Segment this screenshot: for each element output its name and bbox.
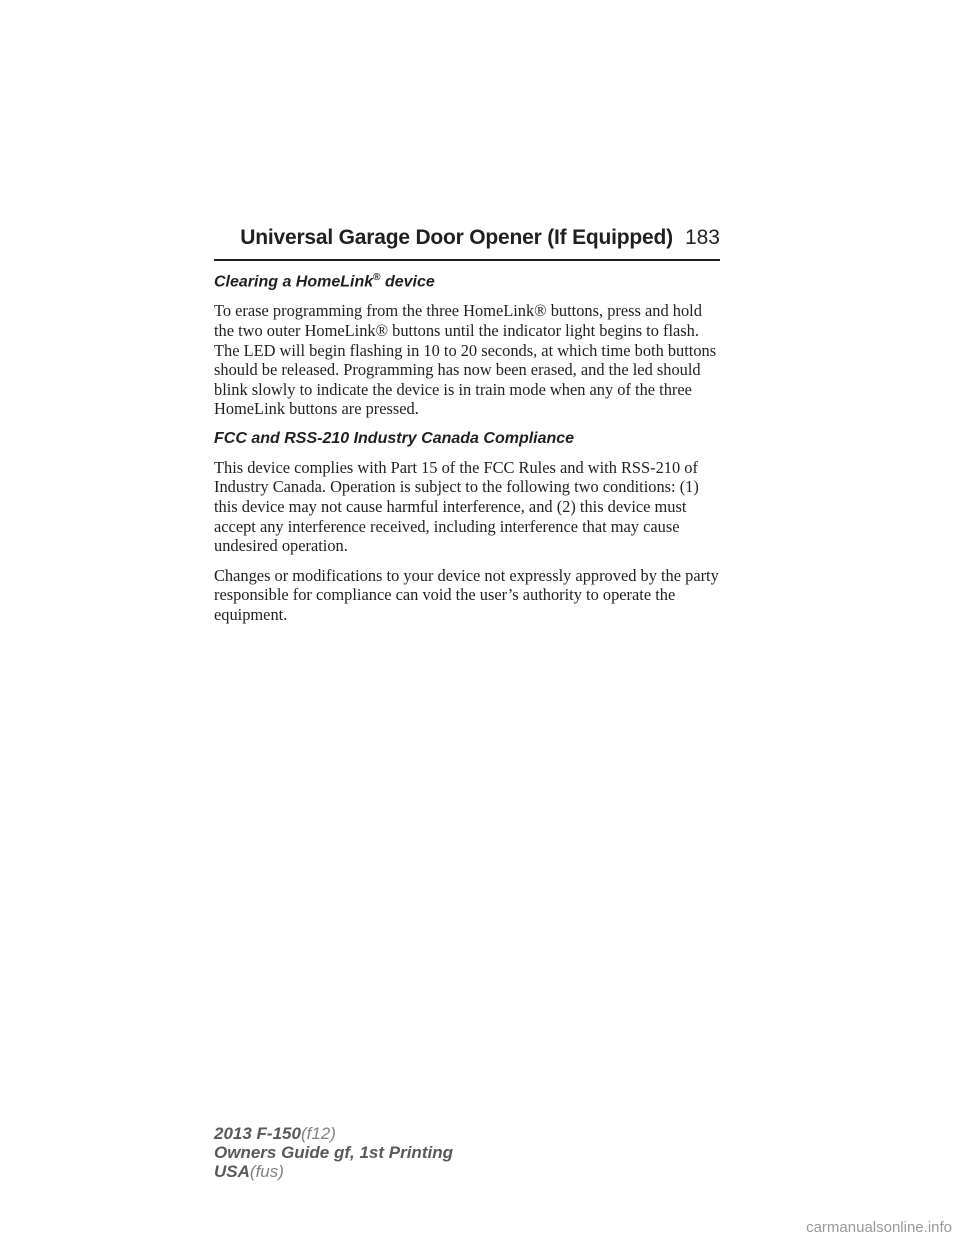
print-footer [214, 1124, 453, 1181]
header-rule [214, 259, 720, 261]
footer-model-line: 2013 F-150(f12) [214, 1124, 336, 1143]
footer-market-line: USA(fus) [214, 1162, 284, 1181]
paragraph-modifications-warning: Changes or modifications to your device not expressly approved by the party responsible for compliance can void the user’s authority to operate the equipment. [214, 565, 719, 625]
section-heading-clearing-homelink: Clearing a HomeLink® device [214, 272, 435, 291]
page-header [214, 226, 720, 250]
paragraph-fcc-conditions: This device complies with Part 15 of the FCC Rules and with RSS-210 of Industry Canada. Operation is subject to the following two conditions: (1) this device may not cause harmful interference, and (2) this device must accept any interference received, including interference that may cause undesired operation. [214, 457, 699, 556]
registered-mark: ® [373, 272, 381, 283]
footer-guide-line: Owners Guide gf, 1st Printing [214, 1143, 453, 1162]
chapter-title: Universal Garage Door Opener (If Equipped) [240, 226, 673, 249]
site-watermark: carmanualsonline.info [806, 1219, 952, 1236]
page-content [214, 268, 724, 635]
page-number: 183 [684, 226, 720, 249]
paragraph-clearing-instructions: To erase programming from the three HomeLink® buttons, press and hold the two outer HomeLink® buttons until the indicator light begins to flash. The LED will begin flashing in 10 to 20 seconds, at which time both buttons should be released. Programming has now been erased, and the led should blink slowly to indicate the device is in train mode when any of the three HomeLink buttons are pressed. [214, 301, 717, 419]
section-heading-fcc-compliance: FCC and RSS-210 Industry Canada Compliance [214, 429, 575, 447]
